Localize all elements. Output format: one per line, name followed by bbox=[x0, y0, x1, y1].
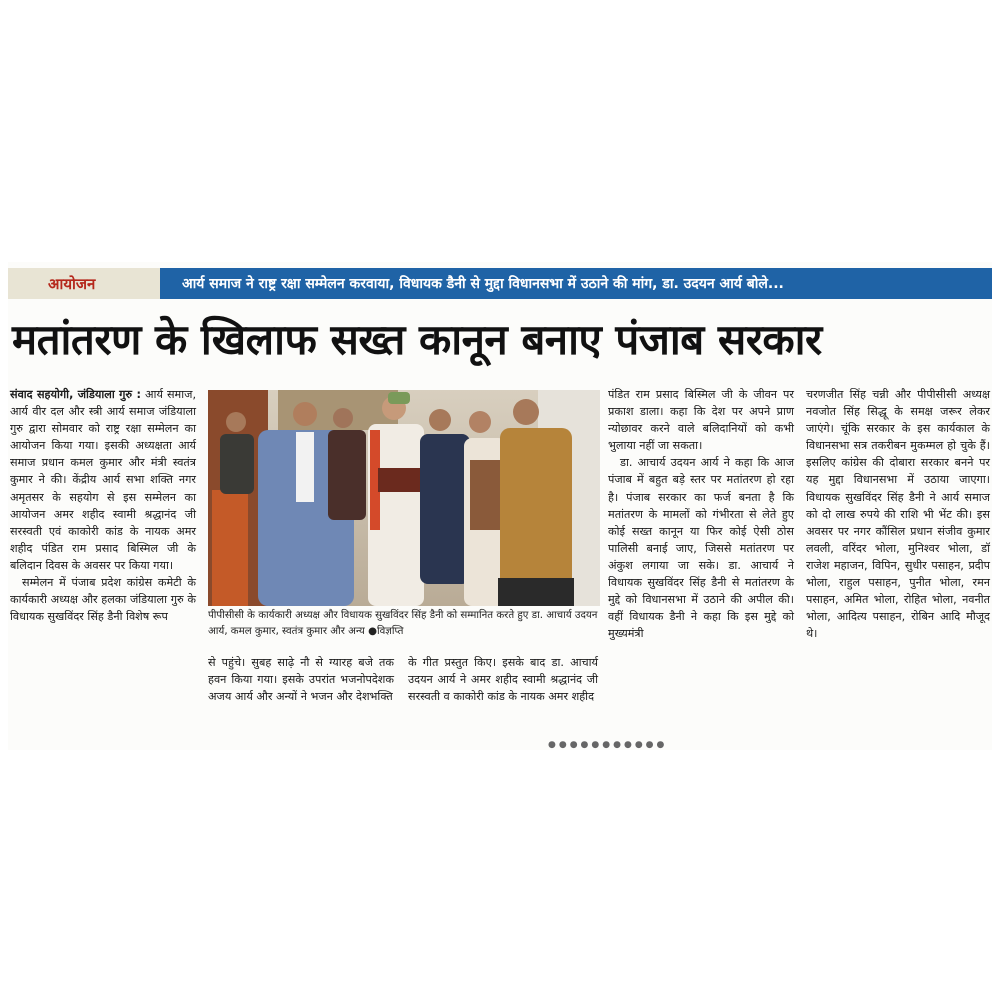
end-dots: ●●●●●●●●●●● bbox=[548, 740, 668, 750]
paragraph: पंडित राम प्रसाद बिस्मिल जी के जीवन पर प्रकाश डाला। कहा कि देश पर अपने प्राण न्योछावर करने वाले बलिदानियों को कभी भुलाया नहीं जा सकता। bbox=[608, 388, 794, 453]
paragraph: सम्मेलन में पंजाब प्रदेश कांग्रेस कमेटी के कार्यकारी अध्यक्ष और हलका जंडियाला गुरु के विधायक सुखविंदर सिंह डैनी विशेष रूप bbox=[10, 576, 196, 624]
paragraph bbox=[10, 386, 196, 574]
kicker-subheadline: आर्य समाज ने राष्ट्र रक्षा सम्मेलन करवाया, विधायक डैनी से मुद्दा विधानसभा में उठाने की मांग, डा. उदयन आर्य बोले... bbox=[160, 268, 992, 299]
kicker-tag: आयोजन bbox=[8, 268, 160, 299]
photo-caption bbox=[208, 608, 600, 640]
article-column-3 bbox=[408, 654, 598, 705]
paragraph: चरणजीत सिंह चन्नी और पीपीसीसी अध्यक्ष नवजोत सिंह सिद्धू के समक्ष जरूर लेकर जाएंगे। चूंकि सरकार के इस कार्यकाल के विधानसभा सत्र तकरीबन मुकम्मल हो चुके हैं। इसलिए कांग्रेस की दोबारा सरकार बनने पर यह मुद्दा विधानसभा में उठाया जाएगा। विधायक सुखविंदर सिंह डैनी ने आर्य समाज को दो लाख रुपये की राशि भी भेंट की। इस अवसर पर नगर कौंसिल प्रधान संजीव कुमार लवली, वरिंदर भोला, मुनिश्वर भोला, डॉ राजेश महाजन, विपिन, सुधीर पसाहन, प्रदीप भोला, राहुल पसाहन, पुनीत भोला, रमन पसाहन, अमित भोला, रोहित भोला, नवनीत भोला, आदित्य पसाहन, रोबिन आदि मौजूद थे। bbox=[806, 388, 990, 641]
caption-text: पीपीसीसी के कार्यकारी अध्यक्ष और विधायक सुखविंदर सिंह डैनी को सम्मानित करते हुए डा. आचार्य उदयन आर्य, कमल कुमार, स्वतंत्र कुमार और अन्य bbox=[208, 610, 598, 637]
news-clipping bbox=[8, 262, 992, 750]
article-column-1 bbox=[10, 386, 196, 625]
paragraph: डा. आचार्य उदयन आर्य ने कहा कि आज पंजाब में बहुत बड़े स्तर पर मतांतरण हो रहा है। पंजाब सरकार का फर्ज बनता है कि मतांतरण के मामलों को गंभीरता से लेते हुए कोई सख्त कानून या फिर कोई ऐसी ठोस पालिसी बनाई जाए, जिससे मतांतरण पर अंकुश लगाया जा सके। डा. आचार्य ने विधायक सुखविंदर सिंह डैनी से मतांतरण के मुद्दे को विधानसभा में उठाने की अपील की। वहीं विधायक डैनी ने कहा कि इस मुद्दे को मुख्यमंत्री bbox=[608, 456, 794, 641]
headline: मतांतरण के खिलाफ सख्त कानून बनाए पंजाब सरकार bbox=[12, 315, 822, 364]
kicker-bar bbox=[8, 268, 992, 299]
paragraph: के गीत प्रस्तुत किए। इसके बाद डा. आचार्य उदयन आर्य ने अमर शहीद स्वामी श्रद्धानंद जी सरस्वती व काकोरी कांड के नायक अमर शहीद bbox=[408, 656, 598, 704]
photo-credit: ●विज्ञप्ति bbox=[368, 626, 404, 637]
photo-illustration bbox=[208, 390, 600, 606]
news-photo bbox=[208, 390, 600, 606]
article-column-4 bbox=[608, 386, 794, 642]
article-column-2 bbox=[208, 654, 394, 705]
byline: संवाद सहयोगी, जंडियाला गुरु : bbox=[10, 388, 141, 401]
paragraph-text: आर्य समाज, आर्य वीर दल और स्त्री आर्य समाज जंडियाला गुरु द्वारा सोमवार को राष्ट्र रक्षा सम्मेलन का आयोजन किया गया। इसकी अध्यक्षता आर्य समाज प्रधान कमल कुमार और मंत्री स्वतंत्र कुमार ने की। केंद्रीय आर्य सभा शक्ति नगर अमृतसर के सहयोग से इस सम्मेलन का आयोजन अमर शहीद स्वामी श्रद्धानंद जी सरस्वती एवं काकोरी कांड के नायक अमर शहीद पंडित राम प्रसाद बिस्मिल जी के बलिदान दिवस के अवसर पर किया गया। bbox=[10, 388, 196, 572]
paragraph: से पहुंचे। सुबह साढ़े नौ से ग्यारह बजे तक हवन किया गया। इसके उपरांत भजनोपदेशक अजय आर्य और अन्यों ने भजन और देशभक्ति bbox=[208, 656, 394, 704]
article-column-5 bbox=[806, 386, 990, 642]
